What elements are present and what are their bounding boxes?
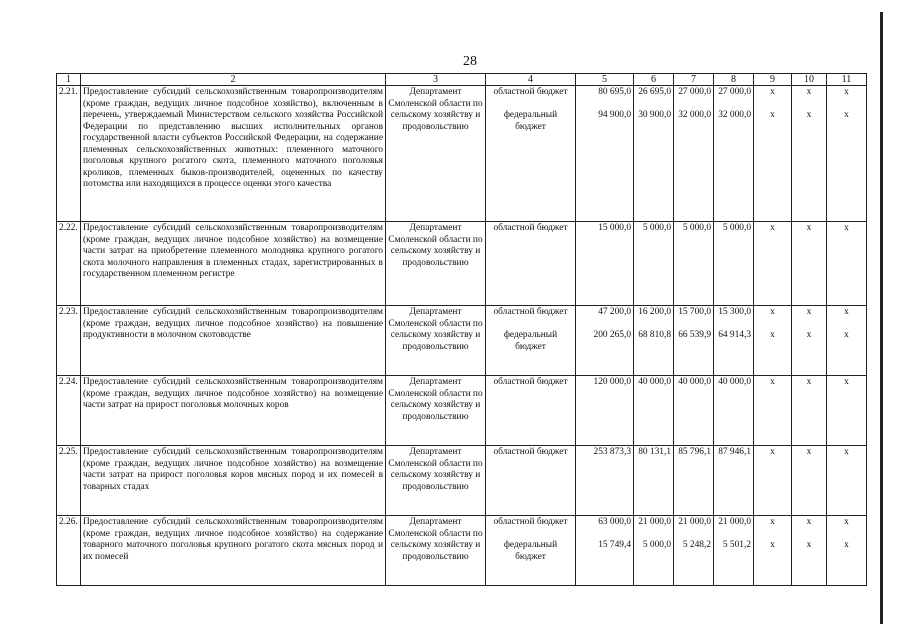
row-executor: Департамент Смоленской области по сельскому хозяйству и продовольствию <box>386 86 486 222</box>
value-year-1: 5 000,0 <box>642 540 671 550</box>
indicator-9-cell <box>754 446 792 516</box>
value-year-1-cell <box>634 86 674 222</box>
indicator-9: x <box>770 330 775 340</box>
table-row <box>57 376 867 446</box>
header-row <box>57 74 867 86</box>
funding-source: областной бюджет <box>493 87 568 97</box>
funding-source: областной бюджет <box>493 307 568 317</box>
value-year-1-cell <box>634 446 674 516</box>
total-value: 120 000,0 <box>593 377 631 387</box>
value-year-1: 80 131,1 <box>638 447 671 457</box>
value-year-3-cell <box>714 446 754 516</box>
indicator-11: x <box>844 377 849 387</box>
value-year-2-cell <box>674 222 714 306</box>
funding-source: федеральный бюджет <box>503 110 558 132</box>
column-header: 2 <box>81 74 386 86</box>
funding-source: федеральный бюджет <box>503 330 558 352</box>
funding-source-cell <box>486 516 576 586</box>
funding-source-cell <box>486 376 576 446</box>
indicator-11-cell <box>827 516 867 586</box>
value-year-2-cell <box>674 376 714 446</box>
indicator-11: x <box>844 223 849 233</box>
table-row <box>57 222 867 306</box>
indicator-10: x <box>806 517 812 527</box>
indicator-9: x <box>770 87 775 97</box>
total-value-cell <box>576 86 634 222</box>
row-description: Предоставление субсидий сельскохозяйственным товаропроизводителям (кроме граждан, ведущих личное подсобное хозяйство) на возмещение части затрат на прирост поголовья молочных коров <box>81 376 386 446</box>
value-year-3: 32 000,0 <box>718 110 751 120</box>
column-header: 1 <box>57 74 81 86</box>
column-header: 5 <box>576 74 634 86</box>
row-description: Предоставление субсидий сельскохозяйственным товаропроизводителям (кроме граждан, ведущих личное подсобное хозяйство) на возмещение части затрат на приобретение племенного молодняка крупного рогатого скота молочного направления в племенных стадах, зарегистрированных в государственном племенном регистре <box>81 222 386 306</box>
row-description: Предоставление субсидий сельскохозяйственным товаропроизводителям (кроме граждан, ведущих личное подсобное хозяйство) на возмещение части затрат на прирост поголовья коров мясных пород и их помесей в товарных стадах <box>81 446 386 516</box>
row-number: 2.22. <box>57 222 81 306</box>
value-year-3: 64 914,3 <box>718 330 751 340</box>
value-year-1: 21 000,0 <box>638 517 671 527</box>
funding-source: областной бюджет <box>493 517 568 527</box>
indicator-9: x <box>770 447 775 457</box>
value-year-3: 87 946,1 <box>718 447 751 457</box>
value-year-2: 85 796,1 <box>678 447 711 457</box>
row-executor: Департамент Смоленской области по сельскому хозяйству и продовольствию <box>386 222 486 306</box>
value-year-3: 21 000,0 <box>718 517 751 527</box>
indicator-11: x <box>844 110 849 120</box>
page-number: 28 <box>463 54 477 69</box>
value-year-1: 26 695,0 <box>638 87 671 97</box>
total-value-cell <box>576 222 634 306</box>
value-year-1: 40 000,0 <box>638 377 671 387</box>
total-value: 63 000,0 <box>598 517 631 527</box>
value-year-3: 27 000,0 <box>718 87 751 97</box>
value-year-1: 16 200,0 <box>638 307 671 317</box>
value-year-3-cell <box>714 376 754 446</box>
value-year-3-cell <box>714 222 754 306</box>
value-year-2: 15 700,0 <box>678 307 711 317</box>
value-year-2-cell <box>674 446 714 516</box>
row-number: 2.26. <box>57 516 81 586</box>
indicator-11: x <box>844 540 849 550</box>
row-executor: Департамент Смоленской области по сельскому хозяйству и продовольствию <box>386 376 486 446</box>
indicator-10: x <box>806 330 812 340</box>
value-year-2: 66 539,9 <box>678 330 711 340</box>
value-year-3-cell <box>714 306 754 376</box>
indicator-11: x <box>844 517 849 527</box>
total-value: 15 749,4 <box>598 540 631 550</box>
indicator-9-cell <box>754 86 792 222</box>
indicator-11: x <box>844 330 849 340</box>
total-value-cell <box>576 376 634 446</box>
row-executor: Департамент Смоленской области по сельскому хозяйству и продовольствию <box>386 516 486 586</box>
column-header: 11 <box>827 74 867 86</box>
value-year-3-cell <box>714 516 754 586</box>
table-row <box>57 446 867 516</box>
column-header: 8 <box>714 74 754 86</box>
program-table <box>56 73 867 586</box>
column-header: 10 <box>792 74 827 86</box>
value-year-3-cell <box>714 86 754 222</box>
indicator-10-cell <box>792 446 827 516</box>
value-year-1-cell <box>634 222 674 306</box>
funding-source-cell <box>486 306 576 376</box>
indicator-11: x <box>844 87 849 97</box>
indicator-10-cell <box>792 306 827 376</box>
row-executor: Департамент Смоленской области по сельскому хозяйству и продовольствию <box>386 446 486 516</box>
indicator-11: x <box>844 307 849 317</box>
indicator-11-cell <box>827 86 867 222</box>
funding-source: федеральный бюджет <box>503 540 558 562</box>
row-number: 2.21. <box>57 86 81 222</box>
indicator-9-cell <box>754 306 792 376</box>
value-year-1-cell <box>634 516 674 586</box>
value-year-2: 5 000,0 <box>682 223 711 233</box>
page-edge-rule <box>880 12 883 624</box>
row-number: 2.23. <box>57 306 81 376</box>
table-row <box>57 86 867 222</box>
row-description: Предоставление субсидий сельскохозяйственным товаропроизводителям (кроме граждан, ведущих личное подсобное хозяйство), включенным в перечень, утверждаемый Министерством сельского хозяйства Российской Федерации по представлению высших исполнительных органов государственной власти субъектов Российской Федерации, на содержание племенных сельскохозяйственных животных: племенного маточного поголовья крупного рогатого скота, племенного маточного поголовья кроликов, племенных быков-производителей, оцененных по качеству потомства или находящихся в процессе оценки этого качества <box>81 86 386 222</box>
indicator-9: x <box>770 377 775 387</box>
value-year-2: 5 248,2 <box>682 540 711 550</box>
row-executor: Департамент Смоленской области по сельскому хозяйству и продовольствию <box>386 306 486 376</box>
row-number: 2.25. <box>57 446 81 516</box>
total-value: 253 873,3 <box>593 447 631 457</box>
total-value: 200 265,0 <box>593 330 631 340</box>
funding-source: областной бюджет <box>493 447 568 457</box>
indicator-11-cell <box>827 446 867 516</box>
total-value: 94 900,0 <box>598 110 631 120</box>
column-header: 3 <box>386 74 486 86</box>
total-value-cell <box>576 446 634 516</box>
value-year-1-cell <box>634 306 674 376</box>
total-value: 15 000,0 <box>598 223 631 233</box>
indicator-10-cell <box>792 516 827 586</box>
indicator-11-cell <box>827 306 867 376</box>
value-year-1: 68 810,8 <box>638 330 671 340</box>
value-year-1-cell <box>634 376 674 446</box>
indicator-11-cell <box>827 222 867 306</box>
value-year-3: 40 000,0 <box>718 377 751 387</box>
row-number: 2.24. <box>57 376 81 446</box>
indicator-10: x <box>806 87 812 97</box>
value-year-2-cell <box>674 516 714 586</box>
value-year-3: 5 501,2 <box>722 540 751 550</box>
total-value-cell <box>576 306 634 376</box>
indicator-10: x <box>806 447 812 457</box>
funding-source: областной бюджет <box>493 377 568 387</box>
total-value: 47 200,0 <box>598 307 631 317</box>
column-header: 4 <box>486 74 576 86</box>
indicator-10: x <box>806 223 812 233</box>
funding-source-cell <box>486 222 576 306</box>
value-year-2: 32 000,0 <box>678 110 711 120</box>
indicator-9-cell <box>754 222 792 306</box>
value-year-3: 15 300,0 <box>718 307 751 317</box>
indicator-10-cell <box>792 222 827 306</box>
value-year-2: 40 000,0 <box>678 377 711 387</box>
funding-source: областной бюджет <box>493 223 568 233</box>
indicator-10-cell <box>792 376 827 446</box>
column-header: 6 <box>634 74 674 86</box>
indicator-10: x <box>806 377 812 387</box>
indicator-10: x <box>806 307 812 317</box>
funding-source-cell <box>486 86 576 222</box>
indicator-10: x <box>806 540 812 550</box>
table-row <box>57 306 867 376</box>
funding-source-cell <box>486 446 576 516</box>
indicator-11-cell <box>827 376 867 446</box>
indicator-11: x <box>844 447 849 457</box>
indicator-9: x <box>770 517 775 527</box>
value-year-1: 30 900,0 <box>638 110 671 120</box>
table-row <box>57 516 867 586</box>
total-value-cell <box>576 516 634 586</box>
value-year-3: 5 000,0 <box>722 223 751 233</box>
indicator-10: x <box>806 110 812 120</box>
value-year-1: 5 000,0 <box>642 223 671 233</box>
value-year-2-cell <box>674 306 714 376</box>
total-value: 80 695,0 <box>598 87 631 97</box>
indicator-9: x <box>770 307 775 317</box>
value-year-2: 21 000,0 <box>678 517 711 527</box>
indicator-9: x <box>770 110 775 120</box>
indicator-9-cell <box>754 516 792 586</box>
indicator-9-cell <box>754 376 792 446</box>
indicator-9: x <box>770 223 775 233</box>
indicator-9: x <box>770 540 775 550</box>
value-year-2-cell <box>674 86 714 222</box>
column-header: 7 <box>674 74 714 86</box>
value-year-2: 27 000,0 <box>678 87 711 97</box>
row-description: Предоставление субсидий сельскохозяйственным товаропроизводителям (кроме граждан, ведущих личное подсобное хозяйство) на содержание товарного маточного поголовья крупного рогатого скота мясных пород и их помесей <box>81 516 386 586</box>
indicator-10-cell <box>792 86 827 222</box>
row-description: Предоставление субсидий сельскохозяйственным товаропроизводителям (кроме граждан, ведущих личное подсобное хозяйство) на повышение продуктивности в молочном скотоводстве <box>81 306 386 376</box>
column-header: 9 <box>754 74 792 86</box>
